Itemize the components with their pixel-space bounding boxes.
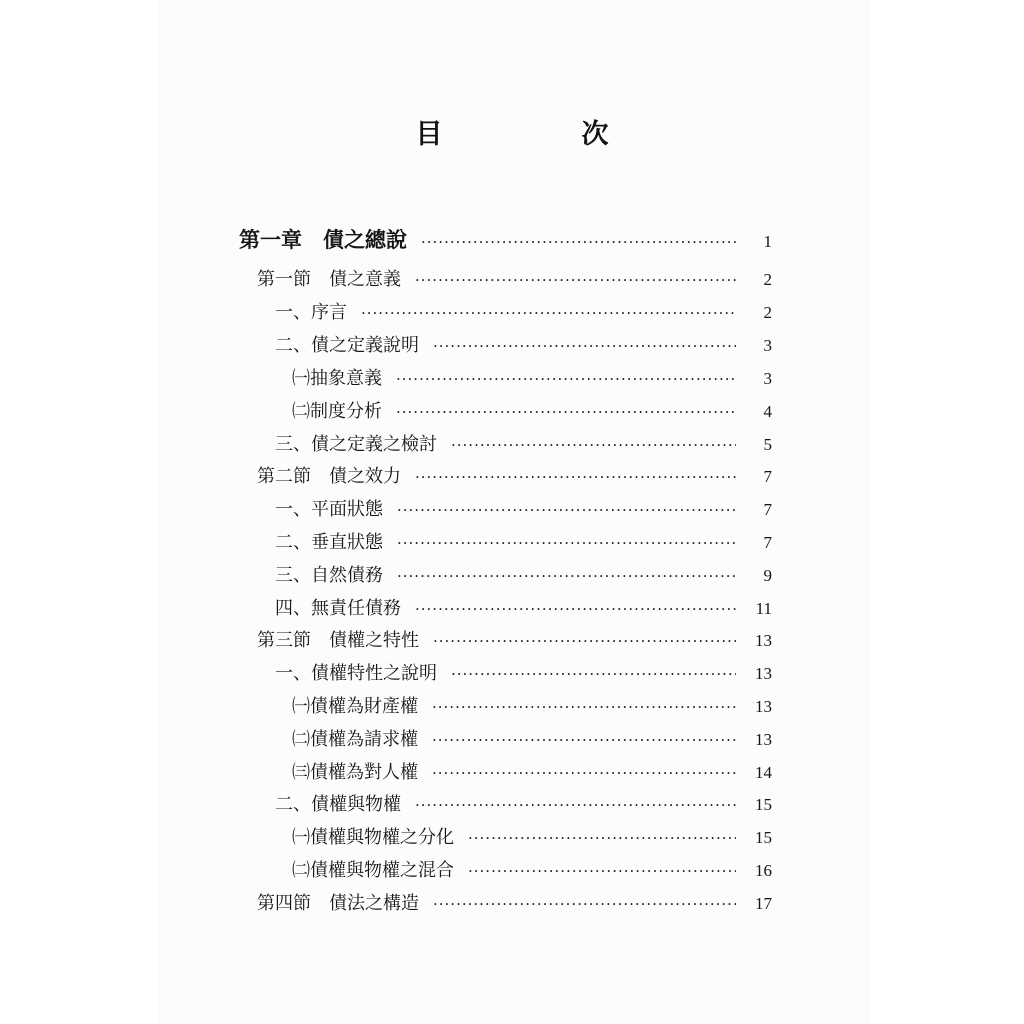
- dot-leader: [397, 534, 736, 552]
- toc-entry-section-3[interactable]: [257, 626, 772, 652]
- toc-entry-section-1[interactable]: [257, 265, 772, 291]
- toc-entry-subitem[interactable]: [292, 364, 772, 390]
- toc-entry-page: 17: [755, 894, 772, 913]
- dot-leader: [451, 436, 736, 454]
- toc-entry-page: 15: [755, 795, 772, 814]
- toc-entry-label: ㈡制度分析: [292, 401, 382, 422]
- toc-entry-page: 7: [763, 500, 772, 519]
- dot-leader: [396, 403, 736, 421]
- toc-entry-page: 13: [755, 697, 772, 716]
- toc-entry-label: 第一節 債之意義: [257, 269, 401, 290]
- dot-leader: [421, 233, 736, 251]
- toc-entry-label: ㈠抽象意義: [292, 368, 382, 389]
- toc-entry-page: 2: [763, 270, 772, 289]
- toc-entry-page: 4: [763, 402, 772, 421]
- toc-entry-item[interactable]: [275, 790, 772, 816]
- dot-leader: [468, 829, 736, 847]
- toc-entry-label: 第三節 債權之特性: [257, 630, 419, 651]
- toc-entry-item[interactable]: [275, 659, 772, 685]
- toc-entry-page: 13: [755, 730, 772, 749]
- toc-entry-item[interactable]: [275, 331, 772, 357]
- dot-leader: [415, 271, 736, 289]
- dot-leader: [361, 304, 736, 322]
- dot-leader: [432, 764, 736, 782]
- dot-leader: [397, 567, 736, 585]
- toc-entry-section-4[interactable]: [257, 889, 772, 915]
- toc-entry-item[interactable]: [275, 528, 772, 554]
- toc-entry-subitem[interactable]: [292, 725, 772, 751]
- toc-entry-label: 一、平面狀態: [275, 499, 383, 520]
- toc-title: 目 次: [415, 119, 665, 150]
- toc-entry-chapter-1[interactable]: [239, 224, 772, 254]
- dot-leader: [397, 501, 736, 519]
- dot-leader: [433, 895, 736, 913]
- toc-entry-item[interactable]: [275, 495, 772, 521]
- toc-entry-label: 四、無責任債務: [275, 598, 401, 619]
- dot-leader: [433, 337, 736, 355]
- toc-entry-page: 3: [763, 336, 772, 355]
- toc-entry-page: 13: [755, 631, 772, 650]
- dot-leader: [396, 370, 736, 388]
- toc-entry-subitem[interactable]: [292, 758, 772, 784]
- toc-entry-page: 11: [755, 599, 772, 618]
- toc-entry-label: ㈢債權為對人權: [292, 762, 418, 783]
- toc-entry-label: ㈠債權與物權之分化: [292, 827, 454, 848]
- toc-entry-label: 一、序言: [275, 302, 347, 323]
- toc-entry-subitem[interactable]: [292, 692, 772, 718]
- toc-entry-item[interactable]: [275, 298, 772, 324]
- toc-entry-subitem[interactable]: [292, 823, 772, 849]
- toc-entry-page: 13: [755, 664, 772, 683]
- toc-entry-page: 15: [755, 828, 772, 847]
- toc-entry-page: 1: [763, 232, 772, 251]
- toc-entry-label: ㈡債權與物權之混合: [292, 860, 454, 881]
- toc-entry-page: 5: [763, 435, 772, 454]
- toc-entry-label: ㈡債權為請求權: [292, 729, 418, 750]
- toc-entry-label: 第二節 債之效力: [257, 466, 401, 487]
- dot-leader: [415, 468, 736, 486]
- toc-entry-item[interactable]: [275, 561, 772, 587]
- toc-entry-label: ㈠債權為財產權: [292, 696, 418, 717]
- toc-entry-item[interactable]: [275, 594, 772, 620]
- toc-entry-label: 一、債權特性之說明: [275, 663, 437, 684]
- dot-leader: [415, 796, 736, 814]
- toc-entry-item[interactable]: [275, 430, 772, 456]
- dot-leader: [468, 862, 736, 880]
- toc-entry-page: 2: [763, 303, 772, 322]
- toc-entry-label: 二、債之定義說明: [275, 335, 419, 356]
- toc-entry-label: 三、自然債務: [275, 565, 383, 586]
- toc-entry-label: 二、垂直狀態: [275, 532, 383, 553]
- toc-entry-page: 16: [755, 861, 772, 880]
- toc-entry-page: 3: [763, 369, 772, 388]
- toc-entry-label: 三、債之定義之檢討: [275, 434, 437, 455]
- dot-leader: [415, 600, 736, 618]
- dot-leader: [432, 731, 736, 749]
- toc-entry-page: 7: [763, 533, 772, 552]
- toc-entry-page: 9: [763, 566, 772, 585]
- dot-leader: [433, 632, 736, 650]
- toc-entry-page: 14: [755, 763, 772, 782]
- dot-leader: [432, 698, 736, 716]
- dot-leader: [451, 665, 736, 683]
- toc-entry-subitem[interactable]: [292, 397, 772, 423]
- toc-entry-label: 第一章 債之總說: [239, 227, 407, 252]
- toc-entry-subitem[interactable]: [292, 856, 772, 882]
- toc-entry-section-2[interactable]: [257, 462, 772, 488]
- toc-entry-label: 第四節 債法之構造: [257, 893, 419, 914]
- toc-entry-label: 二、債權與物權: [275, 794, 401, 815]
- toc-entry-page: 7: [763, 467, 772, 486]
